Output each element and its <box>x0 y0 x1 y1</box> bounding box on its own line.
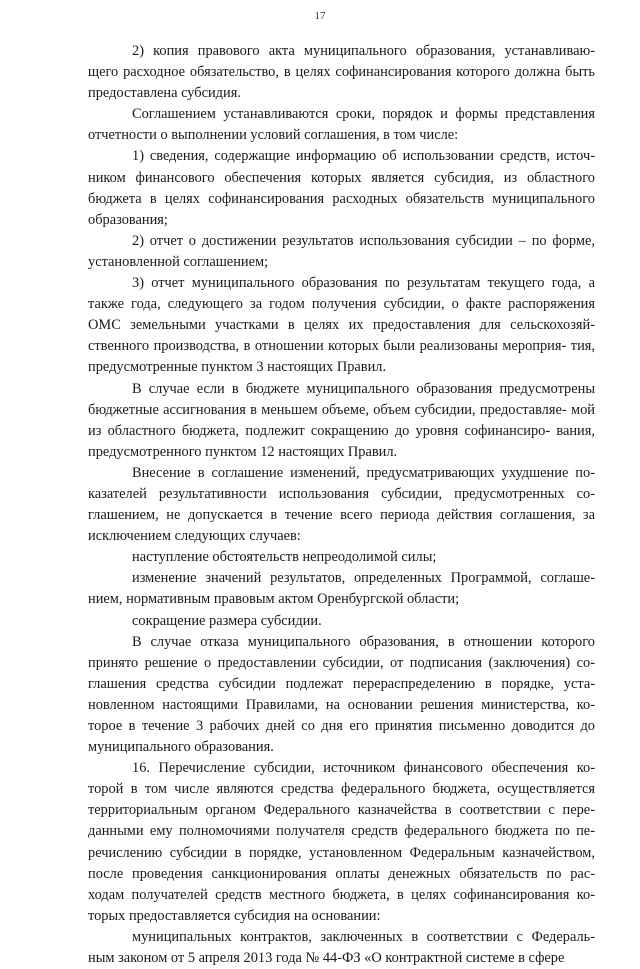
paragraph: 2) копия правового акта муниципального образования, устанавливаю- щего расходное обязательство, в целях софинансирования которого должна быть предоставлена субсидия. <box>88 43 595 102</box>
paragraph: Внесение в соглашение изменений, предусматривающих ухудшение по- казателей результативности использования субсидии, предусмотренных со- глашением, не допускается в течение всего периода действия соглашения, за исключением следующих случаев: <box>88 464 595 545</box>
paragraph: 16. Перечисление субсидии, источником финансового обеспечения ко- торой в том числе являются средства федерального бюджета, осуществляется территориальным органом Федерального казначейства в соответствии с пере- данными ему полномочиями получателя средств федерального бюджета по пе- речислению субсидии в порядке, установленном Федеральным казначейством, после проведения санкционирования оплаты денежных обязательств по рас- ходам получателей средств местного бюджета, в целях софинансирования ко- торых предоставляется субсидия на основании: <box>88 760 595 924</box>
paragraph: 2) отчет о достижении результатов использования субсидии – по форме, установленной соглашением; <box>88 232 595 270</box>
page-number: 17 <box>314 10 326 22</box>
paragraph: 1) сведения, содержащие информацию об использовании средств, источ- ником финансового обеспечения которых является субсидия, из областного бюджета в целях софинансирования расходных обязательств муниципального образования; <box>88 148 595 228</box>
paragraph: изменение значений результатов, определенных Программой, соглаше- нием, нормативным правовым актом Оренбургской области; <box>88 570 595 608</box>
paragraph: сокращение размера субсидии. <box>132 612 322 629</box>
paragraph: муниципальных контрактов, заключенных в соответствии с Федераль- ным законом от 5 апреля 2013 года № 44-ФЗ «О контрактной системе в сфере <box>88 928 595 967</box>
paragraph: Соглашением устанавливаются сроки, порядок и формы представления отчетности о выполнении условий соглашения, в том числе: <box>88 106 595 144</box>
paragraph: наступление обстоятельств непреодолимой силы; <box>132 549 437 566</box>
paragraph: В случае отказа муниципального образования, в отношении которого принято решение о предоставлении субсидии, от подписания (заключения) со- глашения средства субсидии подлежат перераспределению в порядке, уста- новленном настоящими Правилами, на основании решения министерства, ко- торое в течение 3 рабочих дней со дня его принятия письменно доводится до муниципального образования. <box>88 633 595 756</box>
paragraph: В случае если в бюджете муниципального образования предусмотрены бюджетные ассигнования в меньшем объеме, объем субсидии, предоставляе- мой из областного бюджета, подлежит сокращению до уровня софинансиро- вания, предусмотренного пунктом 12 настоящих Правил. <box>88 380 595 460</box>
document-body <box>88 41 595 969</box>
paragraph: 3) отчет муниципального образования по результатам текущего года, а также года, следующего за годом получения субсидии, о факте распоряжения ОМС земельными участками в целях их предоставления для сельскохозяй- ственного производства, в отношении которых были реализованы мероприя- тия, предусмотренные пунктом 3 настоящих Правил. <box>88 275 595 376</box>
